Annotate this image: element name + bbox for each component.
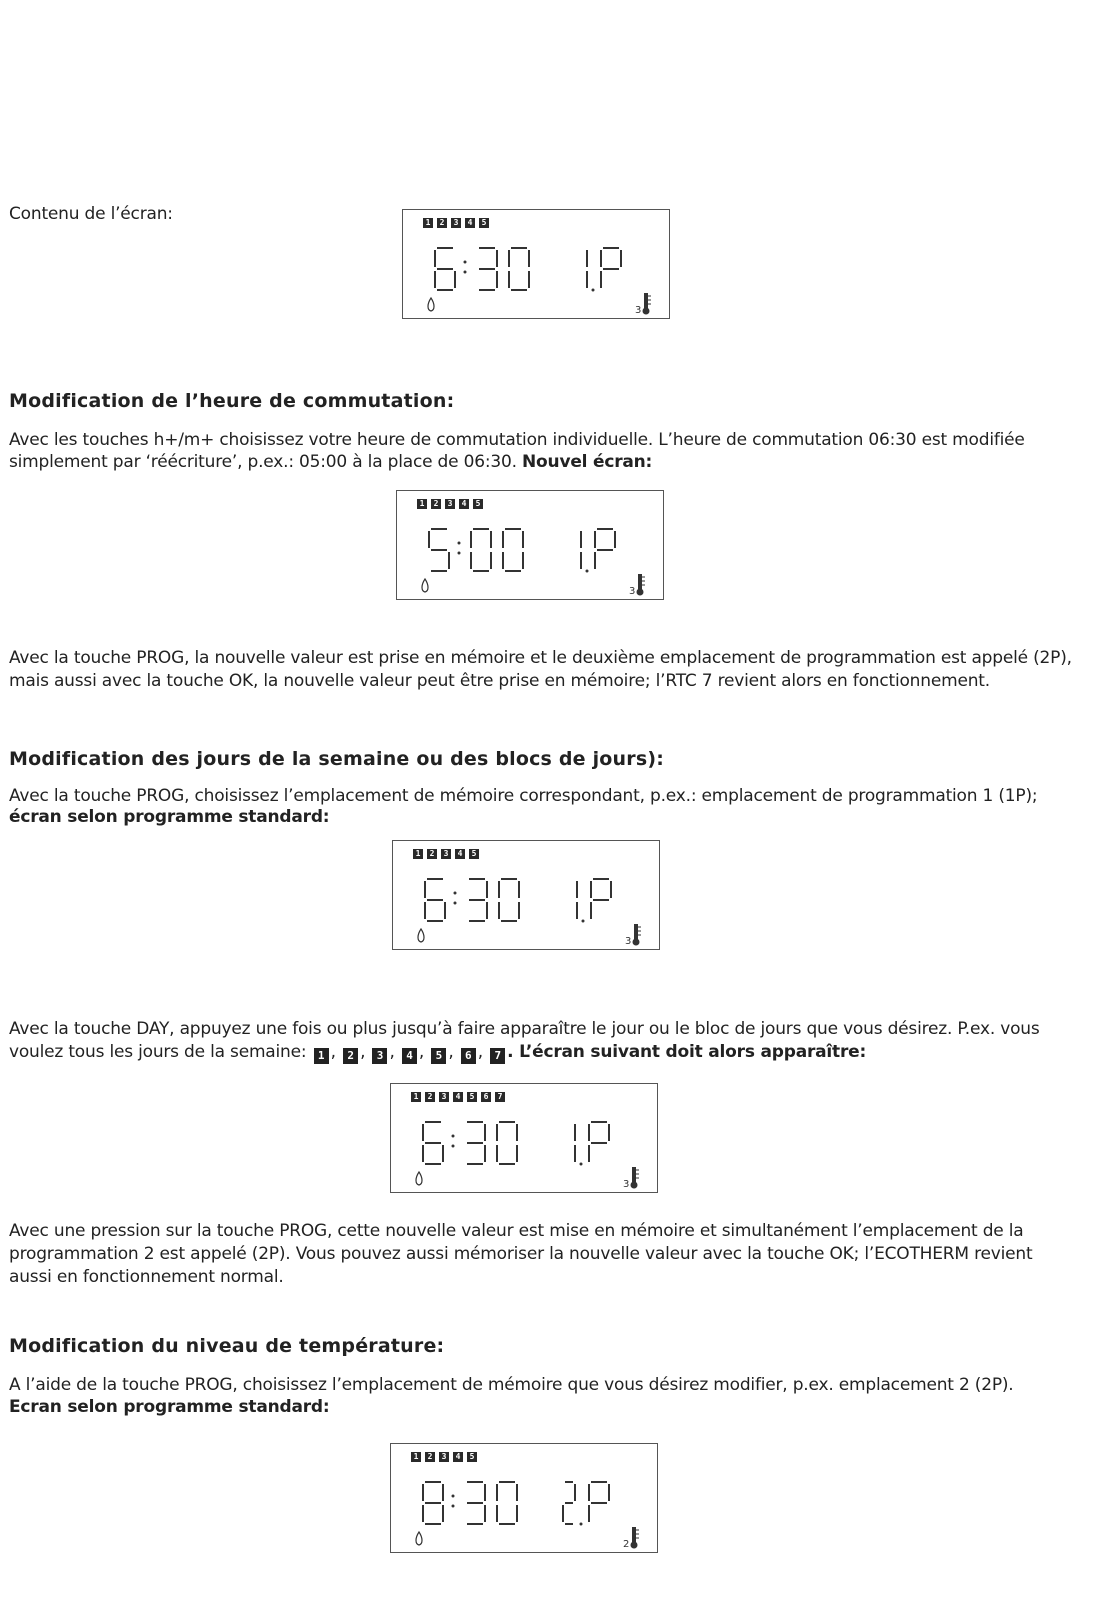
time-minute-tens-digit bbox=[467, 1122, 485, 1164]
temperature-level: 3 bbox=[625, 936, 632, 947]
thermometer-bulb bbox=[637, 589, 644, 596]
paragraph-6-line-1: A l’aide de la touche PROG, choisissez l’emplacement de mémoire que vous désirez modifier, p.ex. emplacement 2 (2P). bbox=[9, 1375, 1014, 1395]
time-minute-units-digit bbox=[503, 529, 523, 571]
paragraph-4-text: voulez tous les jours de la semaine: bbox=[9, 1042, 307, 1062]
thermometer-stem bbox=[632, 1527, 636, 1543]
thermometer-stem bbox=[638, 574, 642, 590]
flame-icon bbox=[422, 579, 428, 592]
paragraph-1-line-1: Avec les touches h+/m+ choisissez votre heure de commutation individuelle. L’heure de commutation 06:30 est modifiée bbox=[9, 430, 1025, 450]
paragraph-4-line-1: Avec la touche DAY, appuyez une fois ou plus jusqu’à faire apparaître le jour ou le bloc de jours que vous désirez. P.ex. vous bbox=[9, 1019, 1040, 1039]
day-indicator-1: 1 bbox=[411, 1452, 421, 1462]
day-indicator-4: 4 bbox=[453, 1092, 463, 1102]
time-colon-top bbox=[454, 892, 457, 895]
lcd-display-3 bbox=[392, 840, 660, 950]
thermometer-icon bbox=[643, 293, 652, 315]
day-indicator-4: 4 bbox=[465, 218, 475, 228]
day-5-glyph: 5 bbox=[431, 1048, 446, 1064]
day-indicator-7: 7 bbox=[495, 1092, 505, 1102]
day-indicator-4: 4 bbox=[453, 1452, 463, 1462]
paragraph-6-line-2: Ecran selon programme standard: bbox=[9, 1397, 330, 1417]
thermometer-bulb bbox=[631, 1182, 638, 1189]
program-letter bbox=[595, 529, 615, 569]
day-indicator-3: 3 bbox=[451, 218, 461, 228]
following-screen-label: . L’écran suivant doit alors apparaître: bbox=[507, 1042, 867, 1062]
day-3-glyph: 3 bbox=[372, 1048, 387, 1064]
paragraph-5-line-2: programmation 2 est appelé (2P). Vous pouvez aussi mémoriser la nouvelle valeur avec la touche OK; l’ECOTHERM revient bbox=[9, 1244, 1033, 1264]
day-indicator-5: 5 bbox=[467, 1092, 477, 1102]
thermometer-stem bbox=[634, 924, 638, 940]
time-minute-units-digit bbox=[497, 1122, 517, 1164]
lcd-segments bbox=[393, 841, 661, 951]
thermometer-icon bbox=[637, 574, 646, 596]
day-indicator-5: 5 bbox=[469, 849, 479, 859]
program-letter bbox=[601, 248, 621, 288]
day-indicator-4: 4 bbox=[459, 499, 469, 509]
paragraph-5-line-3: aussi en fonctionnement normal. bbox=[9, 1267, 284, 1287]
day-indicator-1: 1 bbox=[413, 849, 423, 859]
paragraph-5-line-1: Avec une pression sur la touche PROG, cette nouvelle valeur est mise en mémoire et simultanément l’emplacement de la bbox=[9, 1221, 1024, 1241]
time-minute-tens-digit bbox=[469, 879, 487, 921]
time-minute-units-digit bbox=[497, 1482, 517, 1524]
time-colon-bottom bbox=[452, 1505, 455, 1508]
paragraph-2-line-1: Avec la touche PROG, la nouvelle valeur est prise en mémoire et le deuxième emplacement de programmation est appelé (2P), bbox=[9, 648, 1072, 668]
day-separator: , bbox=[418, 1042, 430, 1062]
program-letter bbox=[591, 879, 611, 919]
heading-weekdays: Modification des jours de la semaine ou des blocs de jours): bbox=[9, 748, 665, 770]
day-indicator-6: 6 bbox=[481, 1092, 491, 1102]
lcd-segments bbox=[403, 210, 671, 320]
day-2-glyph: 2 bbox=[343, 1048, 358, 1064]
day-indicator-3: 3 bbox=[439, 1092, 449, 1102]
day-indicator-1: 1 bbox=[423, 218, 433, 228]
day-7-glyph: 7 bbox=[490, 1048, 505, 1064]
day-separator: , bbox=[477, 1042, 489, 1062]
day-indicator-2: 2 bbox=[437, 218, 447, 228]
day-indicator-3: 3 bbox=[445, 499, 455, 509]
thermometer-stem bbox=[644, 293, 648, 309]
day-separator: , bbox=[448, 1042, 459, 1062]
lcd-segments bbox=[391, 1084, 659, 1194]
program-number-digit bbox=[563, 1482, 575, 1524]
paragraph-2-line-2: mais aussi avec la touche OK, la nouvelle valeur peut être prise en mémoire; l’RTC 7 revient alors en fonctionnement. bbox=[9, 671, 990, 691]
program-dot bbox=[580, 1163, 583, 1166]
day-6-glyph: 6 bbox=[461, 1048, 476, 1064]
program-dot bbox=[582, 920, 585, 923]
flame-icon bbox=[428, 298, 434, 311]
lcd-segments bbox=[397, 491, 665, 601]
temperature-level: 3 bbox=[623, 1179, 630, 1190]
time-minute-tens-digit bbox=[471, 529, 491, 571]
day-indicator-5: 5 bbox=[479, 218, 489, 228]
day-indicator-2: 2 bbox=[425, 1092, 435, 1102]
thermometer-bulb bbox=[643, 308, 650, 315]
time-colon-top bbox=[452, 1135, 455, 1138]
day-separator: , bbox=[360, 1042, 371, 1062]
time-minute-tens-digit bbox=[467, 1482, 485, 1524]
time-hour-digit bbox=[435, 248, 455, 290]
time-colon-top bbox=[458, 542, 461, 545]
paragraph-3-line-2: écran selon programme standard: bbox=[9, 807, 330, 827]
day-indicator-2: 2 bbox=[431, 499, 441, 509]
time-colon-bottom bbox=[454, 902, 457, 905]
day-4-glyph: 4 bbox=[402, 1048, 417, 1064]
thermometer-bulb bbox=[633, 939, 640, 946]
screen-content-label: Contenu de l’écran: bbox=[9, 204, 173, 224]
time-colon-top bbox=[464, 261, 467, 264]
flame-icon bbox=[416, 1172, 422, 1185]
time-colon-top bbox=[452, 1495, 455, 1498]
heading-temperature: Modification du niveau de température: bbox=[9, 1335, 445, 1357]
program-letter bbox=[589, 1122, 609, 1162]
day-indicator-3: 3 bbox=[441, 849, 451, 859]
lcd-display-5 bbox=[390, 1443, 658, 1553]
temperature-level: 3 bbox=[635, 305, 642, 316]
temperature-level: 2 bbox=[623, 1539, 630, 1550]
thermometer-icon bbox=[631, 1527, 640, 1549]
time-colon-bottom bbox=[464, 271, 467, 274]
paragraph-3-line-1: Avec la touche PROG, choisissez l’emplacement de mémoire correspondant, p.ex.: emplacement de programmation 1 (1P); bbox=[9, 786, 1038, 806]
program-dot bbox=[586, 570, 589, 573]
flame-icon bbox=[418, 929, 424, 942]
day-separator: , bbox=[330, 1042, 342, 1062]
thermometer-icon bbox=[633, 924, 642, 946]
lcd-segments bbox=[391, 1444, 659, 1554]
heading-switch-time: Modification de l’heure de commutation: bbox=[9, 390, 455, 412]
day-indicator-5: 5 bbox=[473, 499, 483, 509]
thermometer-bulb bbox=[631, 1542, 638, 1549]
paragraph-1-text: simplement par ‘réécriture’, p.ex.: 05:00 à la place de 06:30. bbox=[9, 452, 517, 472]
paragraph-4-line-2 bbox=[9, 1041, 1099, 1064]
program-letter bbox=[589, 1482, 609, 1522]
day-1-glyph: 1 bbox=[314, 1048, 329, 1064]
lcd-display-4 bbox=[390, 1083, 658, 1193]
time-colon-bottom bbox=[458, 552, 461, 555]
day-separator: , bbox=[389, 1042, 400, 1062]
day-indicator-2: 2 bbox=[427, 849, 437, 859]
time-hour-digit bbox=[429, 529, 449, 571]
time-minute-units-digit bbox=[499, 879, 519, 921]
new-screen-label: Nouvel écran: bbox=[522, 452, 653, 472]
day-indicator-5: 5 bbox=[467, 1452, 477, 1462]
day-indicator-4: 4 bbox=[455, 849, 465, 859]
time-minute-units-digit bbox=[509, 248, 529, 290]
inline-day-list bbox=[312, 1042, 508, 1062]
lcd-display-2 bbox=[396, 490, 664, 600]
temperature-level: 3 bbox=[629, 586, 636, 597]
day-indicator-2: 2 bbox=[425, 1452, 435, 1462]
day-indicator-1: 1 bbox=[417, 499, 427, 509]
thermometer-stem bbox=[632, 1167, 636, 1183]
thermometer-icon bbox=[631, 1167, 640, 1189]
program-dot bbox=[580, 1523, 583, 1526]
paragraph-1-line-2 bbox=[9, 451, 1099, 473]
time-minute-tens-digit bbox=[479, 248, 497, 290]
program-dot bbox=[592, 289, 595, 292]
time-hour-digit bbox=[423, 1122, 443, 1164]
lcd-display-1 bbox=[402, 209, 670, 319]
flame-icon bbox=[416, 1532, 422, 1545]
time-hour-digit bbox=[423, 1482, 443, 1524]
day-indicator-3: 3 bbox=[439, 1452, 449, 1462]
time-hour-digit bbox=[425, 879, 445, 921]
time-colon-bottom bbox=[452, 1145, 455, 1148]
day-indicator-1: 1 bbox=[411, 1092, 421, 1102]
